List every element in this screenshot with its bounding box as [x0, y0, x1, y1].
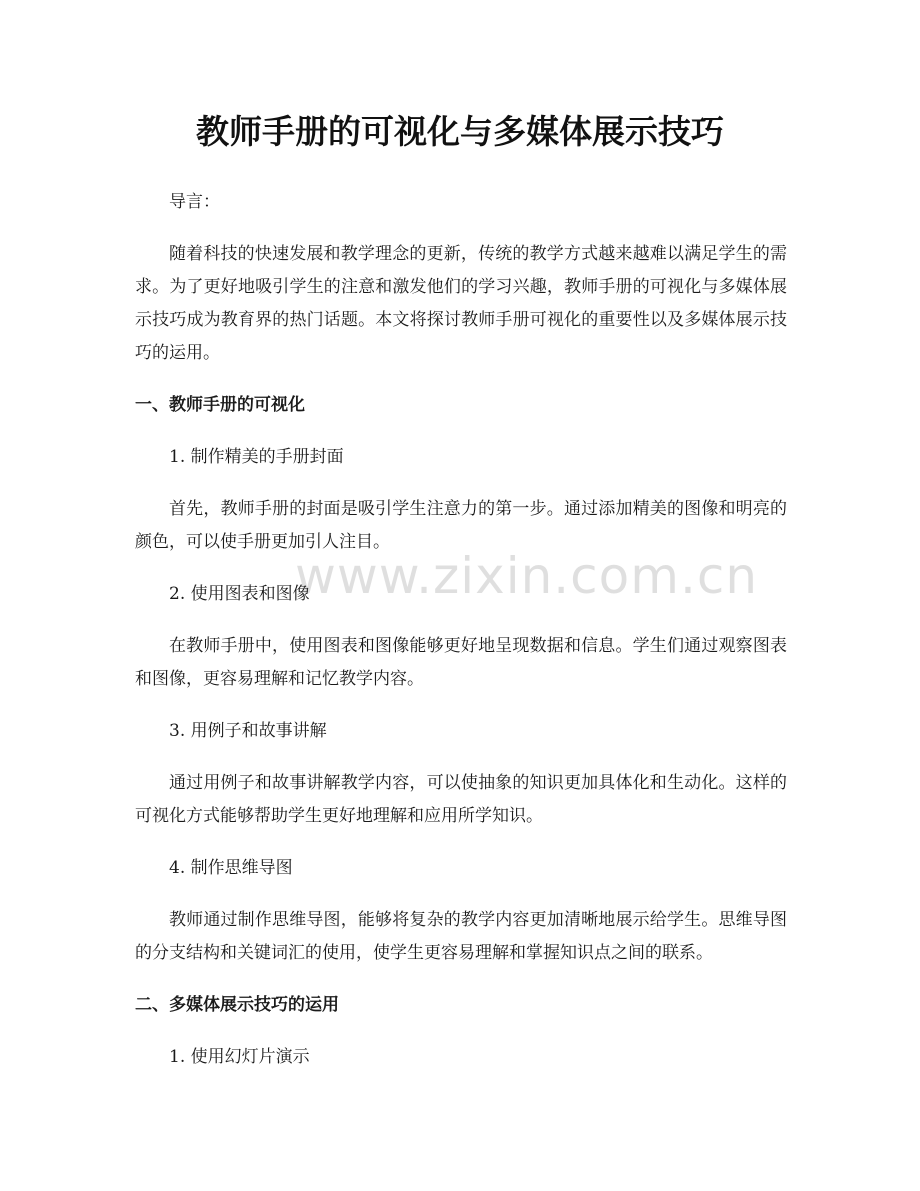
intro-paragraph: 随着科技的快速发展和教学理念的更新，传统的教学方式越来越难以满足学生的需求。为了更好地吸引学生的注意和激发他们的学习兴趣，教师手册的可视化与多媒体展示技巧成为教育界的热门话题。本文将探讨教师手册可视化的重要性以及多媒体展示技巧的运用。: [135, 244, 787, 363]
section-1-heading: 一、教师手册的可视化: [135, 395, 305, 415]
section-1-item-3-text: 通过用例子和故事讲解教学内容，可以使抽象的知识更加具体化和生动化。这样的可视化方式能够帮助学生更好地理解和应用所学知识。: [135, 773, 787, 826]
section-1-item-1-label: 1. 制作精美的手册封面: [169, 447, 344, 467]
section-1-item-1-text: 首先，教师手册的封面是吸引学生注意力的第一步。通过添加精美的图像和明亮的颜色，可以使手册更加引人注目。: [135, 499, 787, 552]
document-title: 教师手册的可视化与多媒体展示技巧: [196, 112, 724, 151]
section-1-item-4-text: 教师通过制作思维导图，能够将复杂的教学内容更加清晰地展示给学生。思维导图的分支结构和关键词汇的使用，使学生更容易理解和掌握知识点之间的联系。: [135, 910, 787, 963]
intro-label: 导言：: [169, 192, 220, 212]
section-2-item-1-label: 1. 使用幻灯片演示: [169, 1047, 310, 1067]
section-1-item-4-label: 4. 制作思维导图: [169, 858, 293, 878]
watermark-text: www.zixin.com.cn: [295, 547, 759, 605]
section-1-item-2-text: 在教师手册中，使用图表和图像能够更好地呈现数据和信息。学生们通过观察图表和图像，更容易理解和记忆教学内容。: [135, 636, 787, 689]
section-2-heading: 二、多媒体展示技巧的运用: [135, 995, 339, 1015]
document-body: [135, 186, 787, 1074]
section-1-item-3-label: 3. 用例子和故事讲解: [169, 721, 327, 741]
section-1-item-2-label: 2. 使用图表和图像: [169, 584, 310, 604]
